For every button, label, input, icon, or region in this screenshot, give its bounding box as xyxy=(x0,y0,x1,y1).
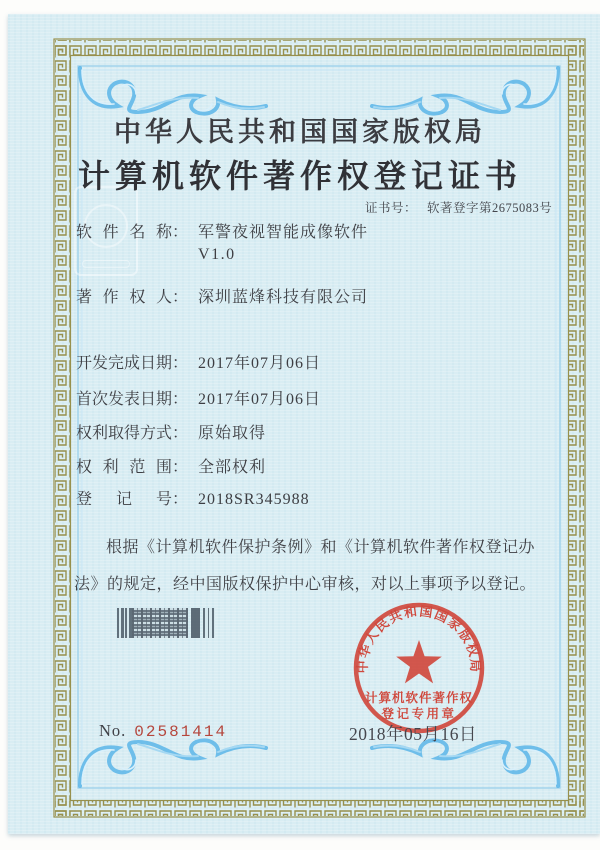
serial-number-label: No. xyxy=(99,721,127,740)
seal-line2: 登记专用章 xyxy=(381,707,457,721)
field-rights-acquisition xyxy=(76,423,266,445)
seal-arc-text: 中华人民共和国国家版权局 xyxy=(354,603,484,674)
issuer-title: 中华人民共和国国家版权局 xyxy=(114,117,486,147)
serial-number-value: 02581414 xyxy=(134,723,228,741)
field-colon: ： xyxy=(172,224,189,241)
field-rights-scope xyxy=(76,457,266,479)
certificate-number-value: 软著登字第2675083号 xyxy=(427,201,553,215)
red-star-icon xyxy=(396,640,442,683)
barcode-stop-bar xyxy=(191,608,200,638)
field-dev-complete-date xyxy=(76,353,321,375)
barcode xyxy=(117,608,215,638)
field-registration-number xyxy=(76,489,310,511)
field-value: 2017年07月06日 xyxy=(198,391,322,408)
field-colon: ： xyxy=(172,391,189,408)
field-label: 软件名称 xyxy=(76,224,172,241)
issue-date: 2018年05月16日 xyxy=(349,724,477,744)
field-copyright-owner xyxy=(76,287,368,309)
field-label: 首次发表日期 xyxy=(76,391,173,408)
field-value: 全部权利 xyxy=(198,459,267,476)
field-colon: ： xyxy=(172,355,189,372)
field-colon: ： xyxy=(172,425,189,442)
blue-scroll-flourish xyxy=(80,68,266,114)
seal-line1: 计算机软件著作权 xyxy=(364,691,474,705)
software-version: V1.0 xyxy=(198,246,236,263)
serial-number-line xyxy=(99,721,227,741)
barcode-2d-body xyxy=(132,608,188,638)
field-colon: ： xyxy=(172,289,189,306)
field-value: 2017年07月06日 xyxy=(198,355,322,372)
field-colon: ： xyxy=(172,491,189,508)
field-label: 开发完成日期 xyxy=(76,355,173,372)
field-first-publish-date xyxy=(76,389,321,411)
field-software-name xyxy=(76,222,368,266)
certificate-number-line xyxy=(365,198,552,216)
field-value: 深圳蓝烽科技有限公司 xyxy=(198,289,369,306)
software-name-line1: 军警夜视智能成像软件 xyxy=(198,224,369,241)
field-label: 权利取得方式 xyxy=(76,425,173,442)
field-label: 著作权人 xyxy=(76,289,172,306)
barcode-start-bars xyxy=(117,608,132,638)
certificate-number-label: 证书号： xyxy=(365,201,418,215)
field-label: 登记号 xyxy=(76,491,172,508)
registration-statement: 根据《计算机软件保护条例》和《计算机软件著作权登记办法》的规定，经中国版权保护中心审核，对以上事项予以登记。 xyxy=(74,539,537,593)
field-colon: ： xyxy=(172,459,189,476)
field-value: 2018SR345988 xyxy=(198,491,310,508)
field-label: 权利范围 xyxy=(76,459,172,476)
field-value: 原始取得 xyxy=(198,425,267,442)
field-value xyxy=(198,222,368,266)
certificate-title: 计算机软件著作权登记证书 xyxy=(77,158,522,194)
barcode-tail-bars xyxy=(203,608,215,638)
